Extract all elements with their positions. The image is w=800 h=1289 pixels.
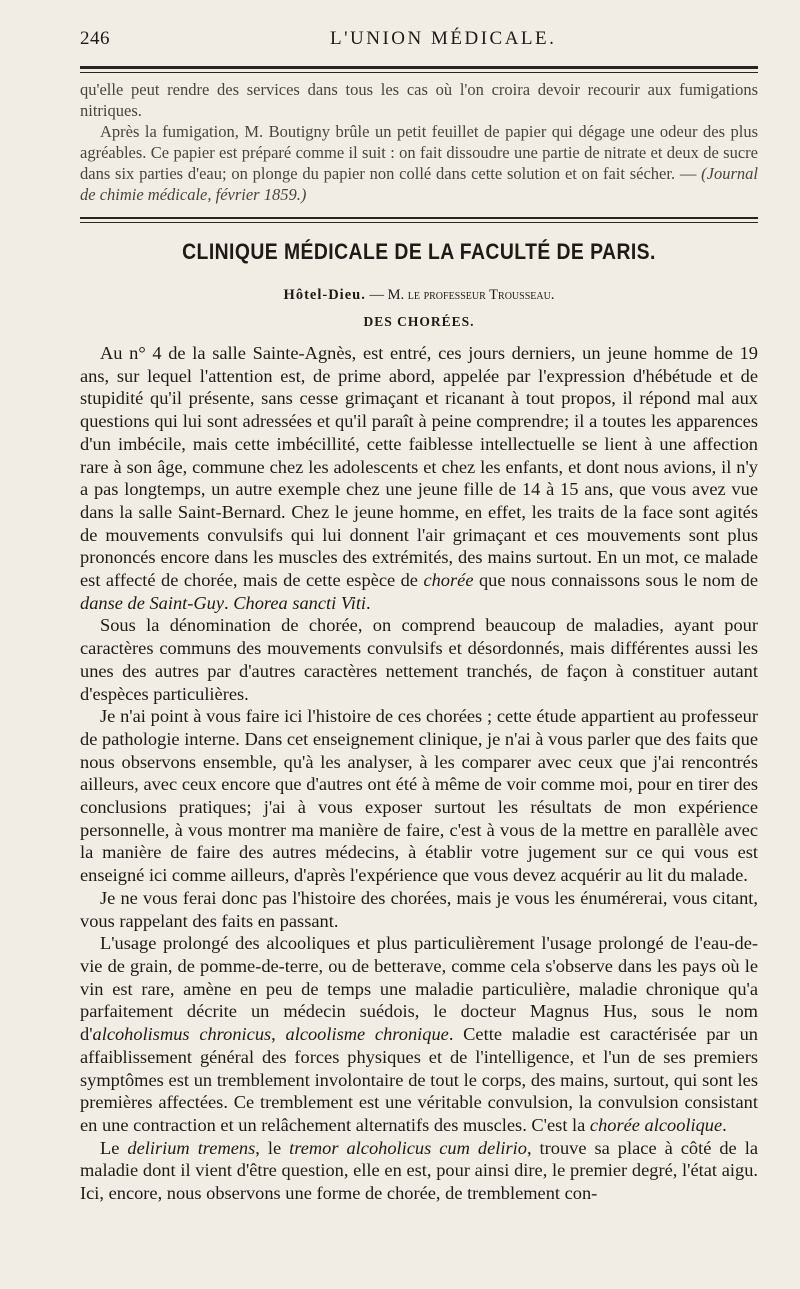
italic-term: chorée alcoolique (589, 1114, 723, 1135)
hospital-name: Hôtel-Dieu. (283, 287, 366, 303)
running-head (80, 28, 758, 62)
prelude-paragraph: qu'elle peut rendre des services dans tous les cas où l'on croira devoir recourir aux fumigations nitriques. (80, 80, 758, 120)
article-body (80, 342, 758, 1205)
text-run: . (722, 1114, 727, 1135)
body-paragraph (80, 705, 758, 887)
body-paragraph (80, 1137, 758, 1205)
text-run: que nous connaissons sous le nom de (473, 570, 758, 591)
prelude-paragraph (80, 121, 758, 205)
prelude-block (80, 79, 758, 205)
article-topic: DES CHORÉES. (363, 314, 475, 329)
professor-name: M. le professeur Trousseau. (387, 287, 555, 303)
body-paragraph (80, 614, 758, 705)
italic-term: delirium tremens (127, 1137, 256, 1158)
header-rule (80, 66, 758, 69)
italic-term: alcoholismus chronicus (92, 1024, 272, 1045)
byline-dash: — (365, 287, 388, 303)
text-run: , le (255, 1137, 290, 1158)
body-paragraph (80, 342, 758, 614)
text-run: Au n° 4 de la salle Sainte-Agnès, est entré, ces jours derniers, un jeune homme de 19 ans, sur lequel l'attention est, de prime abord, appelée par l'expression d'hébétude et de stupidité qu'il présente, sans cesse grimaçant et ricanant à tout propos, il répond mal aux questions qui lui sont adressées et qu'il paraît à peine comprendre; il a toutes les apparences d'un imbécile, mais cette imbécillité, cette faiblesse intellectuelle se lient à une affection rare à son âge, commune chez les adolescents et chez les enfants, et dont nous avions, il n'y a pas longtemps, un autre exemple chez une jeune fille de 14 à 15 ans, que vous avez vue dans la salle Saint-Bernard. Chez le jeune homme, en effet, les traits de la face sont agités de mouvements convulsifs qui lui donnent l'air grimaçant et ces mouvements sont plus prononcés encore dans les muscles des extrémités, des mains surtout. En un mot, ce malade est affecté de chorée, mais de cette espèce de (80, 343, 758, 591)
prelude-citation: (Journal de chimie médicale, février 1859.) (80, 164, 758, 204)
journal-title: L'UNION MÉDICALE. (330, 28, 557, 49)
section-title: CLINIQUE MÉDICALE DE LA FACULTÉ DE PARIS. (182, 239, 656, 264)
text-run: . Cette maladie est caractérisée par un affaiblissement général des forces physiques et de l'intelligence, et l'un de ses premiers symptômes est un tremblement involontaire de tout le corps, des mains, surtout, qui sont les premières affectées. Ce tremblement est une véritable convulsion, la convulsion consistant en une contraction et un relâchement alternatifs des muscles. C'est la (80, 1024, 758, 1135)
italic-term: Chorea sancti Viti (233, 592, 367, 613)
text-run: Je n'ai point à vous faire ici l'histoire de ces chorées ; cette étude appartient au professeur de pathologie interne. Dans cet enseignement clinique, je n'ai à vous parler que des faits que nous observons ensemble, qu'à les analyser, à les comparer avec ceux que j'ai rencontrés ailleurs, avec ceux encore que d'autres ont été à même de voir comme moi, pour en tirer des conclusions pratiques; j'ai à vous exposer surtout les résultats de mon expérience personnelle, à vous montrer ma manière de faire, c'est à vous de la mettre en parallèle avec la manière de faire des autres médecins, à établir votre jugement sur ce qui vous est enseigné ici comme ailleurs, d'après l'expérience que vous devez acquérir au lit du malade. (80, 706, 758, 886)
text-run: , trouve sa place à côté de la maladie dont il vient d'être question, elle en est, pour ainsi dire, le premier degré, l'état aigu. Ici, encore, nous observons une forme de chorée, de tremblement con- (80, 1137, 758, 1204)
body-paragraph (80, 887, 758, 932)
italic-term: alcoolisme chronique (285, 1024, 449, 1045)
text-run: . (366, 592, 371, 613)
text-run: Le (100, 1137, 128, 1158)
text-run: Je ne vous ferai donc pas l'histoire des chorées, mais je vous les énumérerai, vous citant, vous rappelant des faits en passant. (80, 887, 758, 931)
italic-term: danse de Saint-Guy (80, 592, 225, 613)
text-run: Sous la dénomination de chorée, on comprend beaucoup de maladies, ayant pour caractères communs des mouvements convulsifs et désordonnés, mais différentes aussi les unes des autres par d'autres caractères nettement tranchés, de façon à constituer autant d'espèces particulières. (80, 615, 758, 704)
text-run: L'usage prolongé des alcooliques et plus particulièrement l'usage prolongé de l'eau-de-vie de grain, de pomme-de-terre, ou de betterave, comme cela s'observe dans les pays où le vin est rare, amène en peu de temps une maladie particulière, maladie chronique qu'a parfaitement décrite un médecin suédois, le docteur Magnus Hus, sous le nom d' (80, 933, 758, 1045)
body-paragraph (80, 932, 758, 1136)
text-run: . (224, 592, 234, 613)
italic-term: tremor alcoholicus cum delirio (289, 1137, 527, 1158)
article-byline (80, 287, 758, 304)
italic-term: chorée (423, 570, 474, 591)
text-run: , (271, 1024, 286, 1045)
section-divider (80, 217, 758, 223)
prelude-text: Après la fumigation, M. Boutigny brûle un petit feuillet de papier qui dégage une odeur des plus agréables. Ce papier est préparé comme il suit : on fait dissoudre une partie de nitrate et deux de sucre dans six parties d'eau; on plonge du papier non collé dans cette solution et on fait sécher. — (80, 122, 758, 183)
page-number: 246 (80, 28, 110, 49)
header-rule-thin (80, 72, 758, 73)
